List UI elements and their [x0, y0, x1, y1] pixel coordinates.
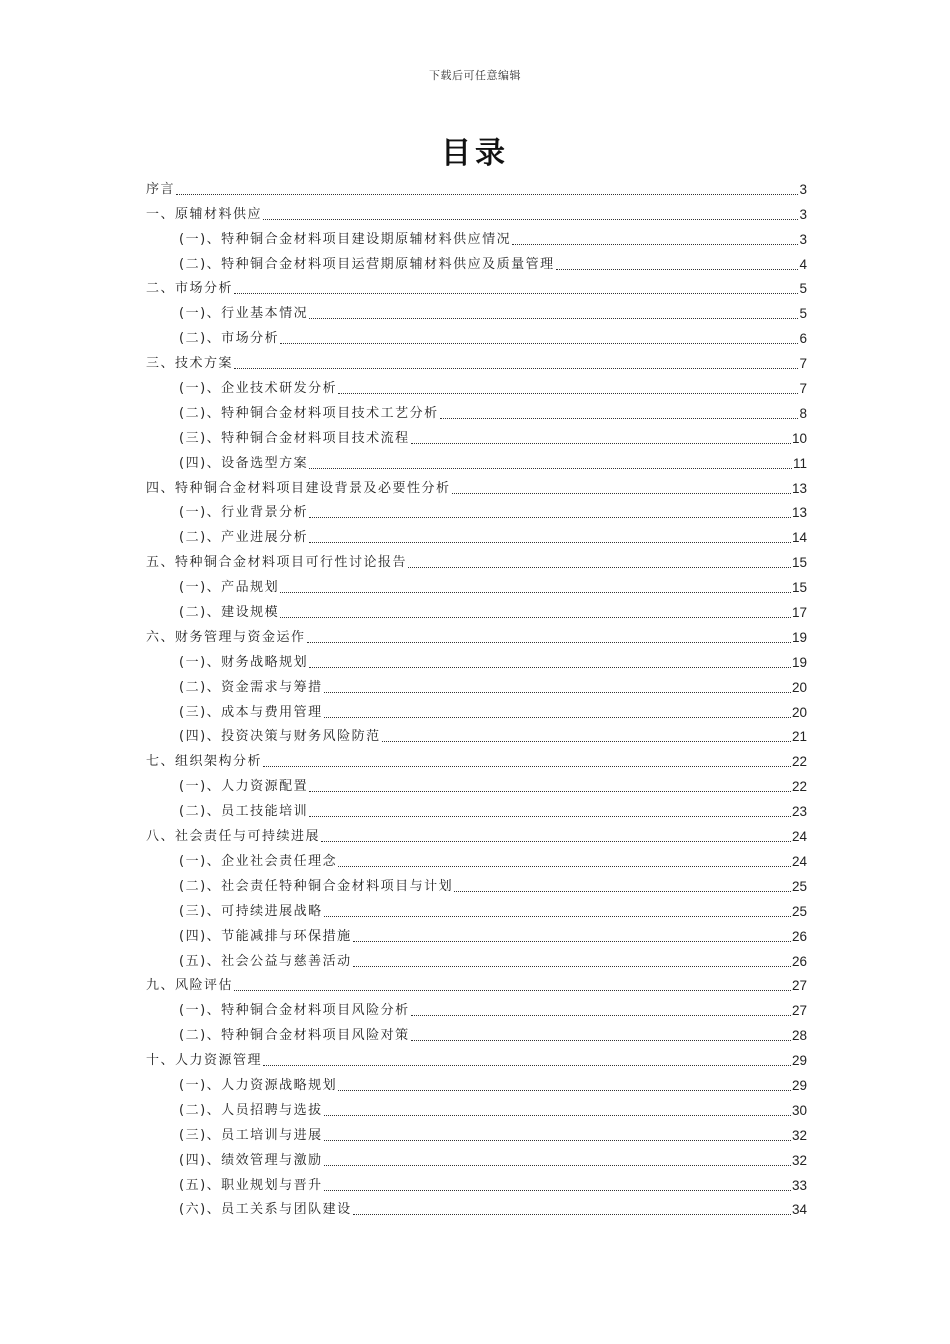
- toc-entry-page-number: 26: [791, 928, 807, 944]
- toc-entry[interactable]: [146, 796, 807, 821]
- toc-entry-title: (四)、设备选型方案: [179, 455, 309, 471]
- toc-entry-title: (一)、行业基本情况: [179, 306, 309, 322]
- toc-entry-title: 九、风险评估: [146, 978, 234, 994]
- toc-entry-page-number: 25: [791, 903, 807, 919]
- toc-entry-title: 十、人力资源管理: [146, 1053, 263, 1069]
- toc-entry-page-number: 22: [791, 779, 807, 795]
- toc-entry-title: (五)、职业规划与晋升: [179, 1177, 323, 1193]
- toc-entry-title: 二、市场分析: [146, 281, 234, 297]
- toc-entry-title: (三)、员工培训与进展: [179, 1127, 323, 1143]
- toc-entry-page-number: 15: [791, 555, 807, 571]
- toc-dot-leader: [324, 717, 791, 718]
- toc-dot-leader: [338, 393, 798, 394]
- toc-entry[interactable]: [146, 249, 807, 274]
- toc-entry[interactable]: [146, 323, 807, 348]
- toc-entry[interactable]: [146, 697, 807, 722]
- toc-entry[interactable]: [146, 722, 807, 747]
- toc-entry[interactable]: [146, 672, 807, 697]
- toc-dot-leader: [263, 766, 791, 767]
- toc-dot-leader: [512, 244, 798, 245]
- toc-entry[interactable]: [146, 1095, 807, 1120]
- toc-dot-leader: [234, 293, 798, 294]
- toc-entry-title: (二)、员工技能培训: [179, 804, 309, 820]
- toc-dot-leader: [309, 667, 791, 668]
- toc-entry-page-number: 34: [791, 1202, 807, 1218]
- toc-entry-page-number: 20: [791, 704, 807, 720]
- toc-entry-page-number: 29: [791, 1077, 807, 1093]
- toc-entry-title: (一)、人力资源战略规划: [179, 1077, 338, 1093]
- toc-entry[interactable]: [146, 522, 807, 547]
- toc-dot-leader: [411, 1015, 791, 1016]
- toc-entry[interactable]: [146, 1120, 807, 1145]
- page-title: 目录: [441, 136, 509, 171]
- toc-entry-page-number: 20: [791, 679, 807, 695]
- toc-dot-leader: [309, 816, 791, 817]
- toc-entry[interactable]: [146, 199, 807, 224]
- toc-entry[interactable]: [146, 995, 807, 1020]
- toc-entry[interactable]: [146, 921, 807, 946]
- toc-dot-leader: [353, 966, 791, 967]
- toc-dot-leader: [280, 343, 798, 344]
- toc-entry-title: (二)、资金需求与筹措: [179, 679, 323, 695]
- toc-entry-page-number: 7: [799, 381, 807, 397]
- toc-entry-page-number: 13: [791, 480, 807, 496]
- toc-dot-leader: [440, 418, 799, 419]
- toc-entry-page-number: 5: [799, 281, 807, 297]
- toc-entry[interactable]: [146, 771, 807, 796]
- toc-entry-title: (四)、投资决策与财务风险防范: [179, 729, 381, 745]
- toc-dot-leader: [324, 692, 791, 693]
- toc-dot-leader: [382, 741, 791, 742]
- toc-entry[interactable]: [146, 498, 807, 523]
- toc-entry-title: (二)、特种铜合金材料项目风险对策: [179, 1028, 410, 1044]
- toc-dot-leader: [452, 493, 791, 494]
- toc-entry-title: (二)、特种铜合金材料项目运营期原辅材料供应及质量管理: [179, 256, 555, 272]
- toc-entry[interactable]: [146, 971, 807, 996]
- toc-entry-title: (二)、建设规模: [179, 605, 280, 621]
- toc-entry-page-number: 25: [791, 878, 807, 894]
- toc-entry[interactable]: [146, 174, 807, 199]
- toc-entry-title: (三)、可持续进展战略: [179, 903, 323, 919]
- toc-dot-leader: [321, 841, 791, 842]
- toc-entry-page-number: 3: [799, 181, 807, 197]
- toc-entry-page-number: 6: [799, 331, 807, 347]
- toc-entry-title: 四、特种铜合金材料项目建设背景及必要性分析: [146, 480, 451, 496]
- toc-entry-page-number: 19: [791, 654, 807, 670]
- toc-dot-leader: [324, 916, 791, 917]
- toc-entry-page-number: 17: [791, 605, 807, 621]
- toc-entry-title: (一)、特种铜合金材料项目风险分析: [179, 1003, 410, 1019]
- toc-dot-leader: [309, 791, 791, 792]
- toc-entry-title: (三)、成本与费用管理: [179, 704, 323, 720]
- toc-dot-leader: [556, 269, 799, 270]
- toc-entry-title: (一)、财务战略规划: [179, 654, 309, 670]
- toc-entry-title: (一)、企业技术研发分析: [179, 381, 338, 397]
- toc-entry-page-number: 29: [791, 1053, 807, 1069]
- toc-entry[interactable]: [146, 348, 807, 373]
- toc-entry-page-number: 21: [791, 729, 807, 745]
- toc-dot-leader: [309, 542, 791, 543]
- toc-entry-page-number: 24: [791, 853, 807, 869]
- toc-entry-page-number: 27: [791, 978, 807, 994]
- toc-dot-leader: [353, 1214, 791, 1215]
- toc-entry-page-number: 22: [791, 754, 807, 770]
- toc-entry-title: (一)、企业社会责任理念: [179, 853, 338, 869]
- toc-entry-title: (一)、人力资源配置: [179, 779, 309, 795]
- toc-entry[interactable]: [146, 224, 807, 249]
- toc-entry-page-number: 3: [799, 206, 807, 222]
- toc-dot-leader: [454, 891, 791, 892]
- toc-entry[interactable]: [146, 821, 807, 846]
- toc-entry-page-number: 27: [791, 1003, 807, 1019]
- toc-entry[interactable]: [146, 373, 807, 398]
- toc-entry[interactable]: [146, 448, 807, 473]
- toc-entry-page-number: 13: [791, 505, 807, 521]
- toc-entry-page-number: 26: [791, 953, 807, 969]
- toc-dot-leader: [309, 318, 798, 319]
- toc-entry-title: 七、组织架构分析: [146, 754, 263, 770]
- toc-entry[interactable]: [146, 846, 807, 871]
- toc-entry-title: 六、财务管理与资金运作: [146, 629, 306, 645]
- toc-entry-title: (四)、绩效管理与激励: [179, 1152, 323, 1168]
- toc-dot-leader: [324, 1140, 791, 1141]
- toc-entry[interactable]: [146, 1020, 807, 1045]
- toc-entry-title: (一)、产品规划: [179, 580, 280, 596]
- toc-entry-title: (五)、社会公益与慈善活动: [179, 953, 352, 969]
- toc-entry-page-number: 32: [791, 1152, 807, 1168]
- toc-entry-page-number: 14: [791, 530, 807, 546]
- toc-entry[interactable]: [146, 1045, 807, 1070]
- toc-entry-title: 五、特种铜合金材料项目可行性讨论报告: [146, 555, 408, 571]
- toc-entry-title: (一)、特种铜合金材料项目建设期原辅材料供应情况: [179, 231, 512, 247]
- toc-entry[interactable]: [146, 1170, 807, 1195]
- toc-entry-title: 八、社会责任与可持续进展: [146, 829, 321, 845]
- toc-entry-page-number: 32: [791, 1127, 807, 1143]
- toc-entry-title: (二)、特种铜合金材料项目技术工艺分析: [179, 405, 439, 421]
- toc-dot-leader: [263, 1065, 791, 1066]
- toc-entry-page-number: 30: [791, 1102, 807, 1118]
- toc-entry-page-number: 23: [791, 804, 807, 820]
- toc-dot-leader: [280, 617, 791, 618]
- toc-entry-page-number: 19: [791, 629, 807, 645]
- toc-dot-leader: [324, 1115, 791, 1116]
- toc-entry[interactable]: [146, 398, 807, 423]
- toc-entry-page-number: 28: [791, 1028, 807, 1044]
- toc-entry-title: (六)、员工关系与团队建设: [179, 1202, 352, 1218]
- toc-entry-page-number: 10: [791, 430, 807, 446]
- toc-dot-leader: [309, 468, 792, 469]
- toc-entry[interactable]: [146, 896, 807, 921]
- toc-entry[interactable]: [146, 647, 807, 672]
- toc-entry-page-number: 4: [799, 256, 807, 272]
- toc-dot-leader: [338, 866, 791, 867]
- toc-dot-leader: [307, 642, 791, 643]
- toc-dot-leader: [234, 990, 791, 991]
- toc-entry-page-number: 7: [799, 356, 807, 372]
- toc-dot-leader: [324, 1190, 791, 1191]
- toc-dot-leader: [411, 1040, 791, 1041]
- toc-dot-leader: [309, 517, 791, 518]
- toc-dot-leader: [353, 941, 791, 942]
- toc-entry[interactable]: [146, 423, 807, 448]
- toc-entry-title: 一、原辅材料供应: [146, 206, 263, 222]
- toc-entry[interactable]: [146, 1145, 807, 1170]
- toc-entry-page-number: 11: [792, 455, 807, 471]
- toc-entry[interactable]: [146, 274, 807, 299]
- toc-entry-page-number: 8: [799, 405, 807, 421]
- toc-entry[interactable]: [146, 1070, 807, 1095]
- toc-dot-leader: [234, 368, 798, 369]
- toc-entry-page-number: 24: [791, 829, 807, 845]
- toc-dot-leader: [408, 567, 791, 568]
- toc-entry[interactable]: [146, 871, 807, 896]
- toc-entry-title: (二)、产业进展分析: [179, 530, 309, 546]
- table-of-contents: [146, 174, 807, 1219]
- toc-entry-title: (二)、社会责任特种铜合金材料项目与计划: [179, 878, 454, 894]
- toc-entry[interactable]: [146, 946, 807, 971]
- toc-entry[interactable]: [146, 1195, 807, 1220]
- toc-entry[interactable]: [146, 473, 807, 498]
- toc-entry[interactable]: [146, 298, 807, 323]
- toc-entry-title: (三)、特种铜合金材料项目技术流程: [179, 430, 410, 446]
- toc-entry-title: (二)、人员招聘与选拔: [179, 1102, 323, 1118]
- toc-dot-leader: [263, 219, 798, 220]
- toc-entry-title: (四)、节能减排与环保措施: [179, 928, 352, 944]
- toc-entry-page-number: 15: [791, 580, 807, 596]
- toc-entry[interactable]: [146, 597, 807, 622]
- toc-dot-leader: [411, 443, 791, 444]
- toc-dot-leader: [176, 194, 798, 195]
- toc-entry[interactable]: [146, 547, 807, 572]
- toc-entry[interactable]: [146, 622, 807, 647]
- toc-entry[interactable]: [146, 746, 807, 771]
- toc-dot-leader: [324, 1165, 791, 1166]
- toc-entry-title: (一)、行业背景分析: [179, 505, 309, 521]
- toc-dot-leader: [280, 592, 791, 593]
- toc-entry[interactable]: [146, 572, 807, 597]
- toc-entry-page-number: 5: [799, 306, 807, 322]
- toc-entry-title: 序言: [146, 181, 176, 197]
- header-note: 下载后可任意编辑: [429, 69, 521, 82]
- toc-dot-leader: [338, 1090, 791, 1091]
- toc-entry-title: 三、技术方案: [146, 356, 234, 372]
- toc-entry-title: (二)、市场分析: [179, 331, 280, 347]
- toc-entry-page-number: 33: [791, 1177, 807, 1193]
- toc-entry-page-number: 3: [799, 231, 807, 247]
